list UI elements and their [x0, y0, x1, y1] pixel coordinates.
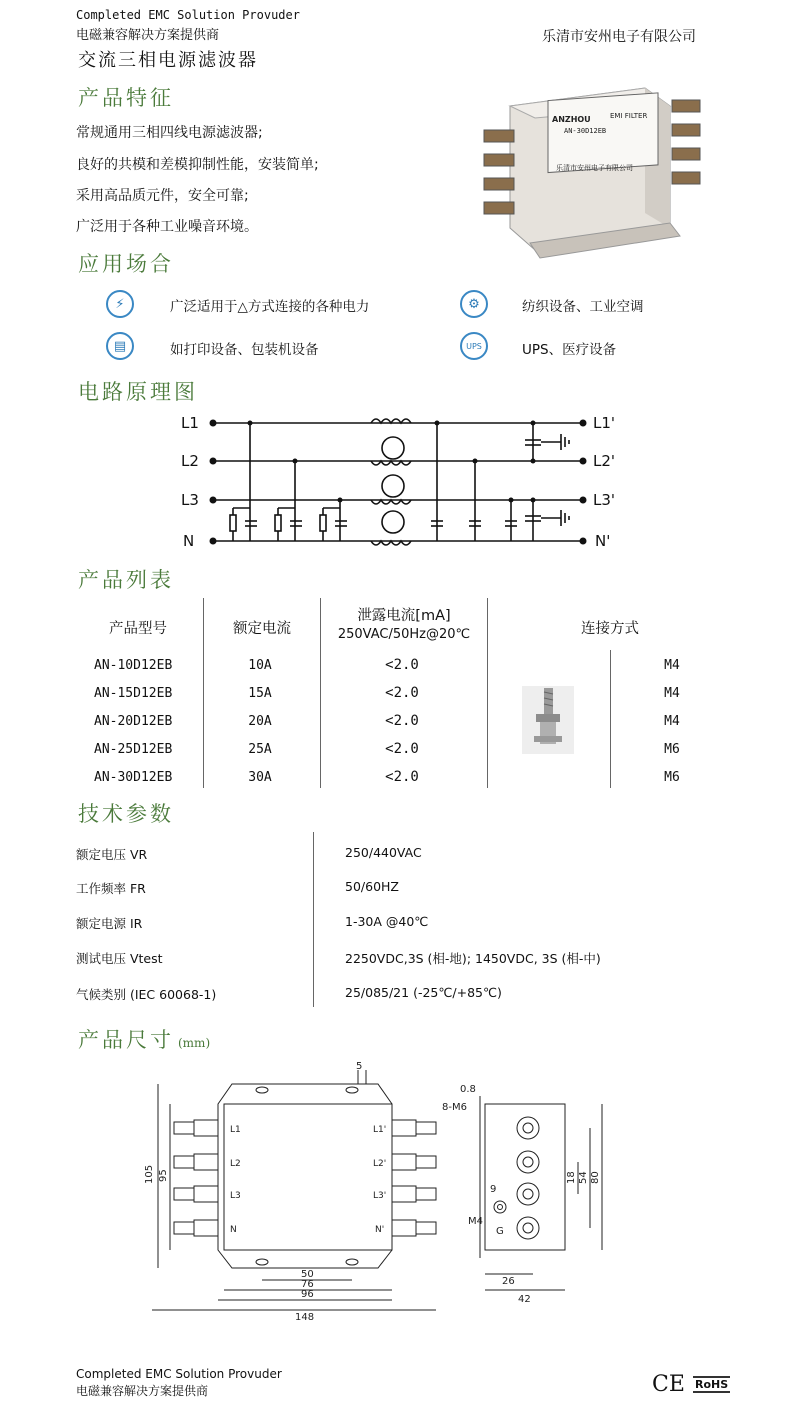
circuit-label-right: L1' — [593, 414, 616, 432]
table-cell-leak: <2.0 — [385, 769, 419, 785]
header-company-en: Completed EMC Solution Provuder — [76, 8, 300, 22]
application-item: 纺织设备、工业空调 — [522, 299, 644, 315]
drawing-term-right: N' — [375, 1225, 385, 1235]
dim-label: 50 — [301, 1269, 314, 1280]
circuit-diagram — [175, 408, 635, 556]
table-cell-current: 25A — [248, 742, 272, 757]
table-cell-current: 10A — [248, 658, 272, 673]
spec-value: 25/085/21 (-25℃/+85℃) — [345, 985, 502, 1000]
drawing-term-left: L2 — [230, 1159, 241, 1169]
feature-item: 常规通用三相四线电源滤波器; — [76, 125, 263, 141]
table-divider — [487, 598, 488, 788]
application-item: 如打印设备、包装机设备 — [170, 342, 319, 358]
table-divider — [610, 650, 611, 788]
rohs-mark: RoHS — [695, 1378, 729, 1391]
dim-label: M4 — [468, 1216, 483, 1227]
feature-item: 良好的共模和差模抑制性能，安装简单; — [76, 157, 319, 173]
section-applications-title: 应用场合 — [78, 252, 174, 276]
circuit-label-right: L2' — [593, 452, 616, 470]
ups-icon: UPS — [460, 332, 488, 360]
table-cell-model: AN-30D12EB — [94, 770, 173, 785]
spec-value: 2250VDC,3S (相-地); 1450VDC, 3S (相-中) — [345, 951, 601, 966]
photo-model: EMI FILTER — [610, 112, 648, 120]
application-item: 广泛适用于△方式连接的各种电力 — [170, 299, 370, 315]
drawing-term-left: L3 — [230, 1191, 241, 1201]
drawing-term-right: L2' — [373, 1159, 387, 1169]
table-header-leak: 泄露电流[mA] — [357, 608, 451, 624]
table-header-current: 额定电流 — [233, 621, 291, 637]
table-cell-model: AN-20D12EB — [94, 714, 173, 729]
circuit-label-right: N' — [595, 532, 611, 550]
dim-label: 26 — [502, 1276, 515, 1287]
section-features-title: 产品特征 — [78, 86, 174, 110]
circuit-label-right: L3' — [593, 491, 616, 509]
spec-label: 工作频率 FR — [76, 881, 146, 896]
section-list-title: 产品列表 — [78, 568, 174, 592]
spec-label: 额定电压 VR — [76, 847, 148, 862]
dim-label: 5 — [356, 1062, 363, 1072]
table-divider — [203, 598, 204, 788]
circuit-label-left: L3 — [181, 491, 199, 509]
table-cell-current: 30A — [248, 770, 272, 785]
table-cell-leak: <2.0 — [385, 685, 419, 701]
circuit-label-left: L2 — [181, 452, 199, 470]
drawing-term-left: N — [230, 1225, 237, 1235]
table-cell-current: 15A — [248, 686, 272, 701]
spec-label: 额定电源 IR — [76, 916, 143, 931]
table-cell-conn: M4 — [664, 658, 680, 673]
drawing-term-right: L1' — [373, 1125, 387, 1135]
table-divider — [320, 598, 321, 788]
product-photo — [470, 78, 720, 268]
footer-company-en: Completed EMC Solution Provuder — [76, 1367, 282, 1381]
dim-label: 95 — [158, 1169, 169, 1182]
table-cell-model: AN-15D12EB — [94, 686, 173, 701]
table-cell-leak: <2.0 — [385, 657, 419, 673]
page-title: 交流三相电源滤波器 — [78, 50, 258, 71]
dim-label: 8-M6 — [442, 1102, 467, 1113]
dim-label: 0.8 — [460, 1084, 476, 1095]
photo-maker: 乐清市安州电子有限公司 — [556, 164, 633, 172]
feature-item: 广泛用于各种工业噪音环境。 — [76, 219, 258, 235]
ce-mark: CE — [652, 1372, 685, 1397]
dim-label: 76 — [301, 1279, 314, 1290]
power-tower-icon: ⚡ — [106, 290, 134, 318]
table-cell-conn: M6 — [664, 742, 680, 757]
table-cell-conn: M4 — [664, 714, 680, 729]
header-company-cn: 电磁兼容解决方案提供商 — [76, 28, 220, 43]
table-cell-conn: M4 — [664, 686, 680, 701]
dim-label: 105 — [144, 1164, 155, 1184]
dim-label: 9 — [490, 1184, 497, 1195]
dim-label: 80 — [590, 1171, 601, 1184]
table-cell-conn: M6 — [664, 770, 680, 785]
table-cell-model: AN-10D12EB — [94, 658, 173, 673]
spec-value: 1-30A @40℃ — [345, 914, 429, 929]
drawing-term-left: L1 — [230, 1125, 241, 1135]
table-header-connection: 连接方式 — [581, 621, 639, 637]
printer-icon: ▤ — [106, 332, 134, 360]
table-cell-leak: <2.0 — [385, 713, 419, 729]
photo-brand: ANZHOU — [552, 115, 591, 124]
circuit-label-left: L1 — [181, 414, 199, 432]
dim-label: 54 — [578, 1171, 589, 1184]
terminal-stud-image — [522, 686, 574, 754]
dim-label: 148 — [295, 1312, 315, 1322]
spec-label: 测试电压 Vtest — [76, 951, 163, 966]
table-header-leak-cond: 250VAC/50Hz@20℃ — [337, 627, 471, 642]
table-cell-model: AN-25D12EB — [94, 742, 173, 757]
table-cell-current: 20A — [248, 714, 272, 729]
photo-part: AN-30D12EB — [564, 127, 607, 135]
application-item: UPS、医疗设备 — [522, 342, 617, 358]
dim-label: 96 — [301, 1289, 314, 1300]
gear-icon: ⚙ — [460, 290, 488, 318]
section-circuit-title: 电路原理图 — [78, 380, 198, 404]
spec-label: 气候类别 (IEC 60068-1) — [76, 987, 217, 1002]
drawing-term-right: L3' — [373, 1191, 387, 1201]
circuit-label-left: N — [183, 532, 195, 550]
section-dims-title: 产品尺寸 — [78, 1028, 174, 1052]
dim-label: 18 — [566, 1171, 577, 1184]
spec-value: 250/440VAC — [345, 845, 422, 860]
dim-label: 42 — [518, 1294, 531, 1305]
spec-value: 50/60HZ — [345, 879, 399, 894]
dim-label: G — [496, 1226, 504, 1237]
header-right-company: 乐清市安州电子有限公司 — [542, 29, 696, 45]
table-cell-leak: <2.0 — [385, 741, 419, 757]
dimension-drawing — [130, 1062, 610, 1322]
section-dims-unit: (mm) — [178, 1036, 211, 1050]
specs-divider — [313, 832, 314, 1007]
footer-company-cn: 电磁兼容解决方案提供商 — [76, 1384, 209, 1398]
table-header-model: 产品型号 — [109, 621, 167, 637]
feature-item: 采用高品质元件，安全可靠; — [76, 188, 249, 204]
section-specs-title: 技术参数 — [78, 802, 174, 826]
